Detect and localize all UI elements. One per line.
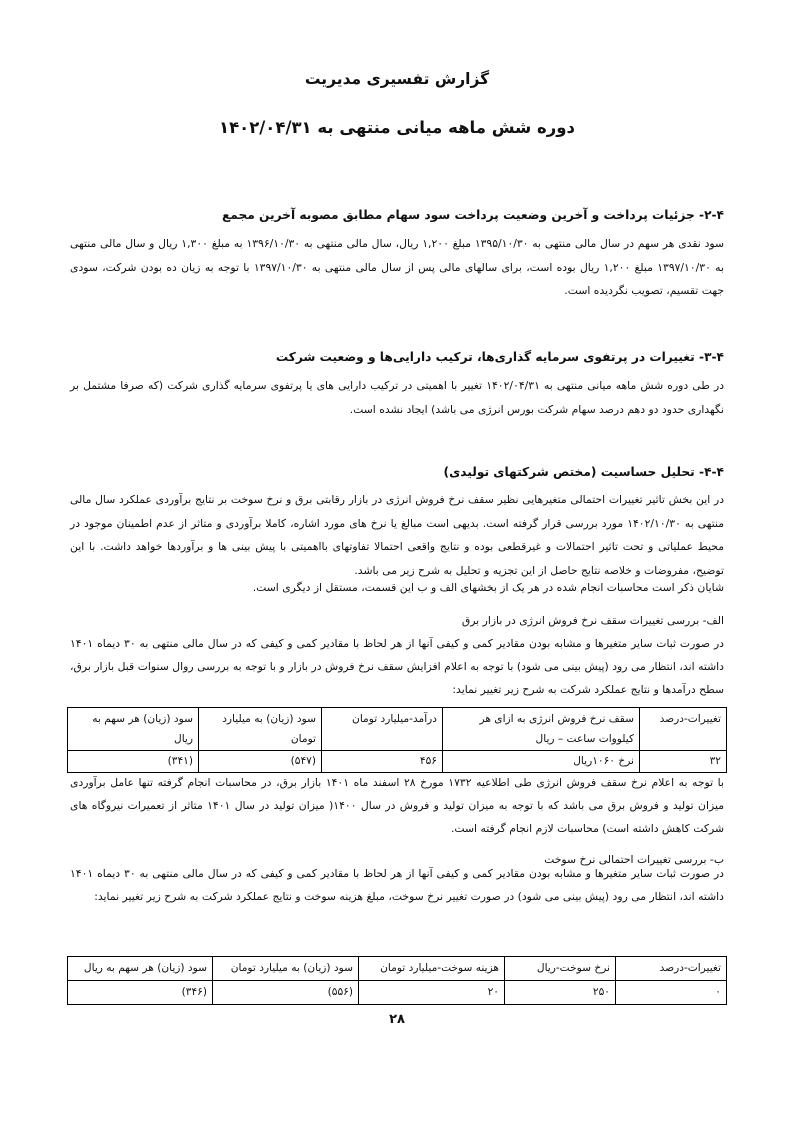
- section-4-text: در این بخش تاثیر تغییرات احتمالی متغیرهایی نظیر سقف نرخ فروش انرژی در بازار رقابتی برق و نرخ سوخت بر نتایج برآوردی عملکرد سال مالی منتهی به ۱۴۰۲/۱۰/۳۰ مورد بررسی قرار گرفته است. بدیهی است مبالغ یا نرخ های مورد اشاره، کاملا برآوردی و متاثر از عدم اطمینان موجود در محیط عملیاتی و تحت تاثیر احتمالات و غیرقطعی بوده و نتایج واقعی احتمالا تفاوتهای بااهمیتی با پیش بینی ها و برآوردها خواهد داشت. با این توضیح، مفروضات و خلاصه نتایج حاصل از این تجزیه و تحلیل به شرح زیر می باشد.: [70, 493, 725, 577]
- table-cell: (۵۴۷): [199, 751, 322, 773]
- section-3-text: در طی دوره شش ماهه میانی منتهی به ۱۴۰۲/۰۴/۳۱ تغییر با اهمیتی در ترکیب دارایی های یا پرتفوی سرمایه گذاری شرکت (که صرفا مشتمل بر نگهداری حدود دو دهم درصد سهام شرکت بورس انرژی می باشد) ایجاد نشده است.: [70, 379, 725, 416]
- table-cell: ۲۵۰: [505, 981, 616, 1005]
- fuel-rate-sensitivity-table-b: [67, 956, 727, 1005]
- part-a-text: در صورت ثبات سایر متغیرها و مشابه بودن مقادیر کمی و کیفی آنها از هر لحاظ با مقادیر کمی و کیفی که در سال مالی منتهی به ۳۰ دیماه ۱۴۰۱ داشته اند، انتظار می رود (پیش بینی می شود) با توجه به اعلام افزایش سقف نرخ فروش در بازار و با توجه به بررسی روال سنوات قبل بازار برق، سطح درآمدها و نتایج عملکرد شرکت به شرح زیر تغییر نماید:: [70, 637, 724, 696]
- part-a-heading: الف- بررسی تغییرات سقف نرخ فروش انرژی در بازار برق: [461, 614, 724, 627]
- part-b-text: در صورت ثبات سایر متغیرها و مشابه بودن مقادیر کمی و کیفی آنها از هر لحاظ با مقادیر کمی و کیفی که در سال مالی منتهی به ۳۰ دیماه ۱۴۰۱ داشته اند، انتظار می رود (پیش بینی می شود) در صورت تغییر نرخ سوخت، مبلغ هزینه سوخت و نتایج عملکرد شرکت به شرح زیر تغییر نماید:: [70, 867, 724, 903]
- table-cell: ۲۰: [359, 981, 505, 1005]
- table-header-cell: سود (زیان) هر سهم به ریال: [68, 957, 213, 981]
- table-header-cell: تغییرات-درصد: [616, 957, 727, 981]
- table-header-cell: سقف نرخ فروش انرژی به ازای هر کیلووات ساعت – ریال: [443, 708, 640, 751]
- report-subtitle: دوره شش ماهه میانی منتهی به ۱۴۰۲/۰۴/۳۱: [219, 118, 575, 137]
- table-cell: نرخ ۱۰۶۰ریال: [443, 751, 640, 773]
- table-header-cell: هزینه سوخت-میلیارد تومان: [359, 957, 505, 981]
- table-header-cell: نرخ سوخت-ریال: [505, 957, 616, 981]
- section-4-heading: ۴-۴- تحلیل حساسیت (مختص شرکتهای تولیدی): [443, 465, 724, 479]
- table-cell: (۳۴۱): [68, 751, 199, 773]
- part-a-after-text: با توجه به اعلام نرخ سقف فروش انرژی طی اطلاعیه ۱۷۳۲ مورخ ۲۸ اسفند ماه ۱۴۰۱ بازار برق، در محاسبات انجام گرفته تنها عامل برآوردی میزان تولید و فروش برق می باشد که با توجه به میزان تولید و فروش در سال ۱۴۰۰( میزان تولید در سال ۱۴۰۱ متاثر از تعمیرات نیروگاه های شرکت کاهش داشته است) محاسبات لازم انجام گرفته است.: [70, 776, 724, 835]
- table-header-cell: سود (زیان) هر سهم به ریال: [68, 708, 199, 751]
- table-cell: ۰: [616, 981, 727, 1005]
- section-2-heading: ۲-۴- جزئیات پرداخت و آخرین وضعیت پرداخت سود سهام مطابق مصوبه آخرین مجمع: [221, 208, 724, 222]
- table-header-cell: سود (زیان) به میلیارد تومان: [199, 708, 322, 751]
- section-4-note: شایان ذکر است محاسبات انجام شده در هر یک از بخشهای الف و ب این قسمت، مستقل از دیگری است.: [252, 581, 724, 594]
- part-b-heading: ب- بررسی تغییرات احتمالی نرخ سوخت: [544, 853, 724, 866]
- table-cell: ۴۵۶: [322, 751, 443, 773]
- fuel-rate-sensitivity-table-a: [67, 707, 727, 773]
- table-header-cell: تغییرات-درصد: [640, 708, 727, 751]
- table-cell: (۵۵۶): [213, 981, 359, 1005]
- table-header-cell: درآمد-میلیارد تومان: [322, 708, 443, 751]
- table-header-cell: سود (زیان) به میلیارد تومان: [213, 957, 359, 981]
- page-number: ۲۸: [389, 1012, 405, 1027]
- section-2-text: سود نقدی هر سهم در سال مالی منتهی به ۱۳۹۵/۱۰/۳۰ مبلغ ۱,۲۰۰ ریال، سال مالی منتهی به ۱۳۹۶/۱۰/۳۰ به مبلغ ۱,۳۰۰ ریال و سال مالی منتهی به ۱۳۹۷/۱۰/۳۰ مبلغ ۱,۲۰۰ ریال بوده است، برای سالهای مالی پس از سال مالی منتهی به ۱۳۹۷/۱۰/۳۰ با توجه به زیان ده بودن شرکت، سودی جهت تقسیم، تصویب نگردیده است.: [70, 237, 725, 298]
- table-cell: ۳۲: [640, 751, 727, 773]
- report-title: گزارش تفسیری مدیریت: [304, 70, 490, 88]
- table-cell: (۳۴۶): [68, 981, 213, 1005]
- section-3-heading: ۳-۴- تغییرات در پرتفوی سرمایه گذاری‌ها، ترکیب دارایی‌ها و وضعیت شرکت: [275, 350, 724, 364]
